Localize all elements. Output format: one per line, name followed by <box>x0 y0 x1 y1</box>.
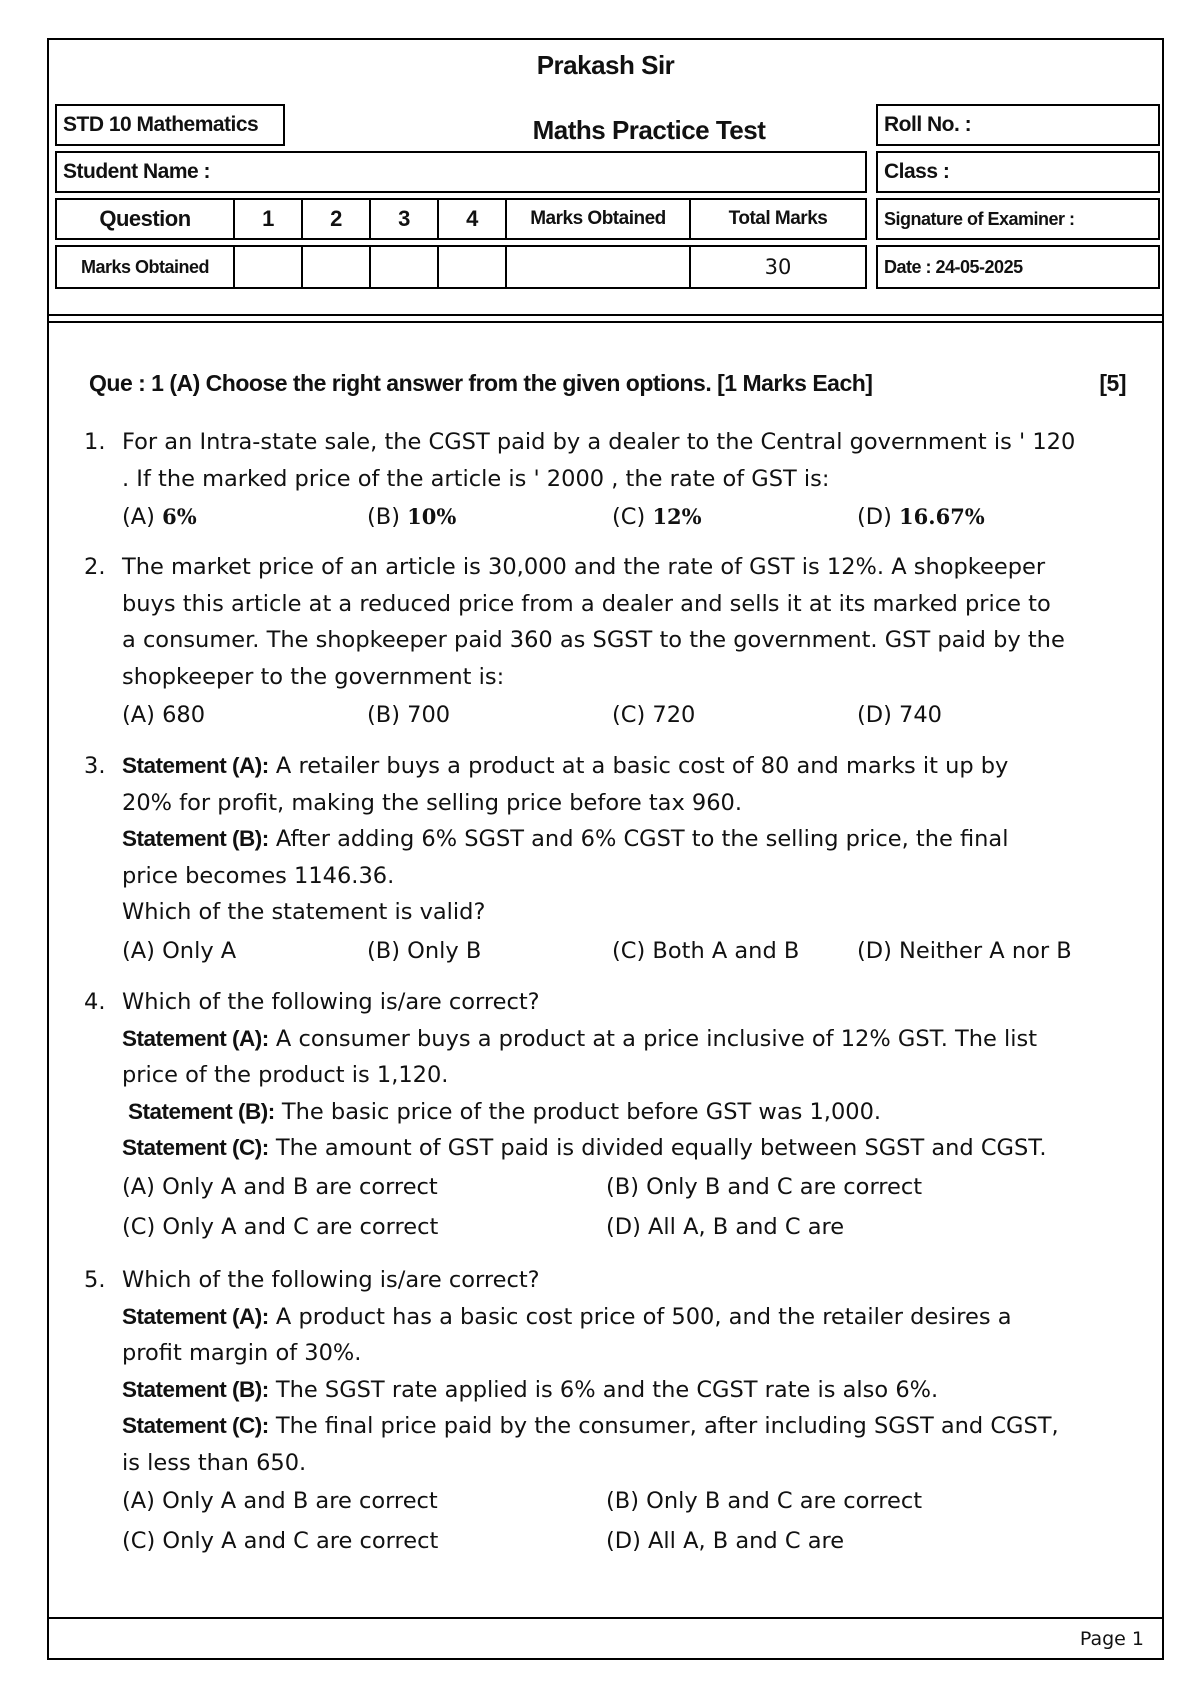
statement-text: The SGST rate applied is 6% and the CGST rate is also 6%. <box>268 1376 939 1403</box>
statement-text: The amount of GST paid is divided equally between SGST and CGST. <box>268 1135 1047 1161</box>
option-a[interactable]: (A) Only A <box>122 937 237 964</box>
question-text: a consumer. The shopkeeper paid 360 as SGST to the government. GST paid by the <box>122 627 1065 653</box>
question-number-header: 3 <box>369 198 439 240</box>
class-field[interactable]: Class : <box>876 151 1160 193</box>
options-row <box>122 695 1144 735</box>
question-text: Which of the statement is valid? <box>122 899 486 925</box>
section-marks: [5] <box>1099 370 1126 396</box>
total-marks-value: 30 <box>689 245 867 289</box>
header-divider <box>49 321 1162 323</box>
q1-marks-cell[interactable] <box>233 245 303 289</box>
option-c[interactable]: (C) 720 <box>612 702 696 728</box>
question-text: The market price of an article is 30,000 and the rate of GST is 12%. A shopkeeper <box>122 554 1046 580</box>
statement-label: Statement (A): <box>122 1303 269 1329</box>
option-a[interactable]: (A) Only A and B are correct <box>122 1488 438 1514</box>
option-d[interactable]: (D) Neither A nor B <box>857 937 1072 964</box>
test-title: Maths Practice Test <box>532 115 766 145</box>
question-text: shopkeeper to the government is: <box>122 663 505 690</box>
statement-label: Statement (B): <box>122 1376 269 1402</box>
option-c[interactable]: (C) Only A and C are correct <box>122 1213 439 1240</box>
option-d[interactable]: (D) All A, B and C are <box>606 1213 845 1240</box>
statement-text: The final price paid by the consumer, after including SGST and CGST, <box>268 1413 1059 1439</box>
statement-text: A consumer buys a product at a price inclusive of 12% GST. The list <box>268 1025 1038 1052</box>
q2-marks-cell[interactable] <box>301 245 371 289</box>
question-1 <box>84 424 1144 537</box>
exam-sheet <box>47 38 1164 1660</box>
option-a[interactable]: (A) 680 <box>122 702 206 728</box>
options-row <box>122 1521 1144 1561</box>
statement-text: After adding 6% SGST and 6% CGST to the selling price, the final <box>268 826 1009 852</box>
page-number: Page 1 <box>1079 1628 1144 1650</box>
question-number: 5. <box>84 1267 106 1293</box>
statement-text: A retailer buys a product at a basic cost of 80 and marks it up by <box>268 753 1009 779</box>
question-5 <box>84 1262 1144 1561</box>
question-header: Question <box>55 198 235 240</box>
option-b[interactable]: (B) Only B <box>367 937 482 964</box>
options-row <box>122 1167 1144 1207</box>
option-c[interactable]: (C) Both A and B <box>612 937 800 964</box>
q4-marks-cell[interactable] <box>437 245 507 289</box>
student-name-field[interactable]: Student Name : <box>55 151 867 193</box>
question-number-header: 2 <box>301 198 371 240</box>
marks-obtained-header: Marks Obtained <box>505 198 691 240</box>
question-4 <box>84 984 1144 1247</box>
statement-label: Statement (C): <box>122 1413 269 1438</box>
option-b[interactable]: (B) Only B and C are correct <box>606 1173 923 1200</box>
subject-box: STD 10 Mathematics <box>55 104 285 146</box>
statement-text: price of the product is 1,120. <box>122 1062 449 1088</box>
statement-label: Statement (B): <box>128 1098 275 1124</box>
question-number-header: 1 <box>233 198 303 240</box>
option-a[interactable]: (A) Only A and B are correct <box>122 1173 438 1200</box>
statement-text: profit margin of 30%. <box>122 1340 362 1366</box>
question-2 <box>84 549 1144 735</box>
statement-text: price becomes 1146.36. <box>122 862 395 889</box>
question-text: buys this article at a reduced price from a dealer and sells it at its marked price to <box>122 590 1051 617</box>
option-b[interactable]: (B) 700 <box>367 702 451 728</box>
total-marks-header: Total Marks <box>689 198 867 240</box>
option-c[interactable]: (C) 12% <box>612 504 702 530</box>
marks-obtained-row-label: Marks Obtained <box>55 245 235 289</box>
statement-label: Statement (A): <box>122 1025 269 1051</box>
question-number-header: 4 <box>437 198 507 240</box>
question-number: 2. <box>84 554 106 580</box>
statement-text: is less than 650. <box>122 1449 307 1476</box>
question-3 <box>84 748 1144 971</box>
option-a[interactable]: (A) 6% <box>122 504 197 530</box>
statement-text: A product has a basic cost price of 500, and the retailer desires a <box>268 1303 1012 1330</box>
options-row <box>122 1207 1144 1247</box>
question-text: For an Intra-state sale, the CGST paid by a dealer to the Central government is ' 120 <box>122 429 1076 455</box>
options-row <box>122 931 1144 971</box>
option-d[interactable]: (D) 16.67% <box>857 504 985 530</box>
option-b[interactable]: (B) Only B and C are correct <box>606 1488 923 1514</box>
exam-date: Date : 24-05-2025 <box>876 245 1160 289</box>
statement-text: The basic price of the product before GST was 1,000. <box>274 1098 882 1125</box>
question-number: 4. <box>84 989 106 1015</box>
footer-divider <box>49 1617 1162 1619</box>
question-number: 1. <box>84 429 106 455</box>
marks-obtained-cell[interactable] <box>505 245 691 289</box>
option-d[interactable]: (D) All A, B and C are <box>606 1528 845 1554</box>
statement-text: 20% for profit, making the selling price before tax 960. <box>122 789 743 816</box>
option-b[interactable]: (B) 10% <box>367 504 457 530</box>
question-text: Which of the following is/are correct? <box>122 1267 540 1293</box>
section-heading: Que : 1 (A) Choose the right answer from the given options. [1 Marks Each] <box>89 370 873 396</box>
question-text: Which of the following is/are correct? <box>122 989 540 1015</box>
options-row <box>122 1481 1144 1521</box>
header-divider <box>49 314 1162 316</box>
options-row <box>122 497 1144 537</box>
statement-label: Statement (C): <box>122 1135 269 1160</box>
statement-label: Statement (A): <box>122 753 269 778</box>
q3-marks-cell[interactable] <box>369 245 439 289</box>
question-text: . If the marked price of the article is ' 2000 , the rate of GST is: <box>122 465 830 492</box>
roll-no-field[interactable]: Roll No. : <box>876 104 1160 146</box>
option-c[interactable]: (C) Only A and C are correct <box>122 1528 439 1554</box>
option-d[interactable]: (D) 740 <box>857 702 942 728</box>
statement-label: Statement (B): <box>122 826 269 851</box>
teacher-name: Prakash Sir <box>536 50 675 80</box>
examiner-signature-field[interactable]: Signature of Examiner : <box>876 198 1160 240</box>
question-number: 3. <box>84 753 106 779</box>
